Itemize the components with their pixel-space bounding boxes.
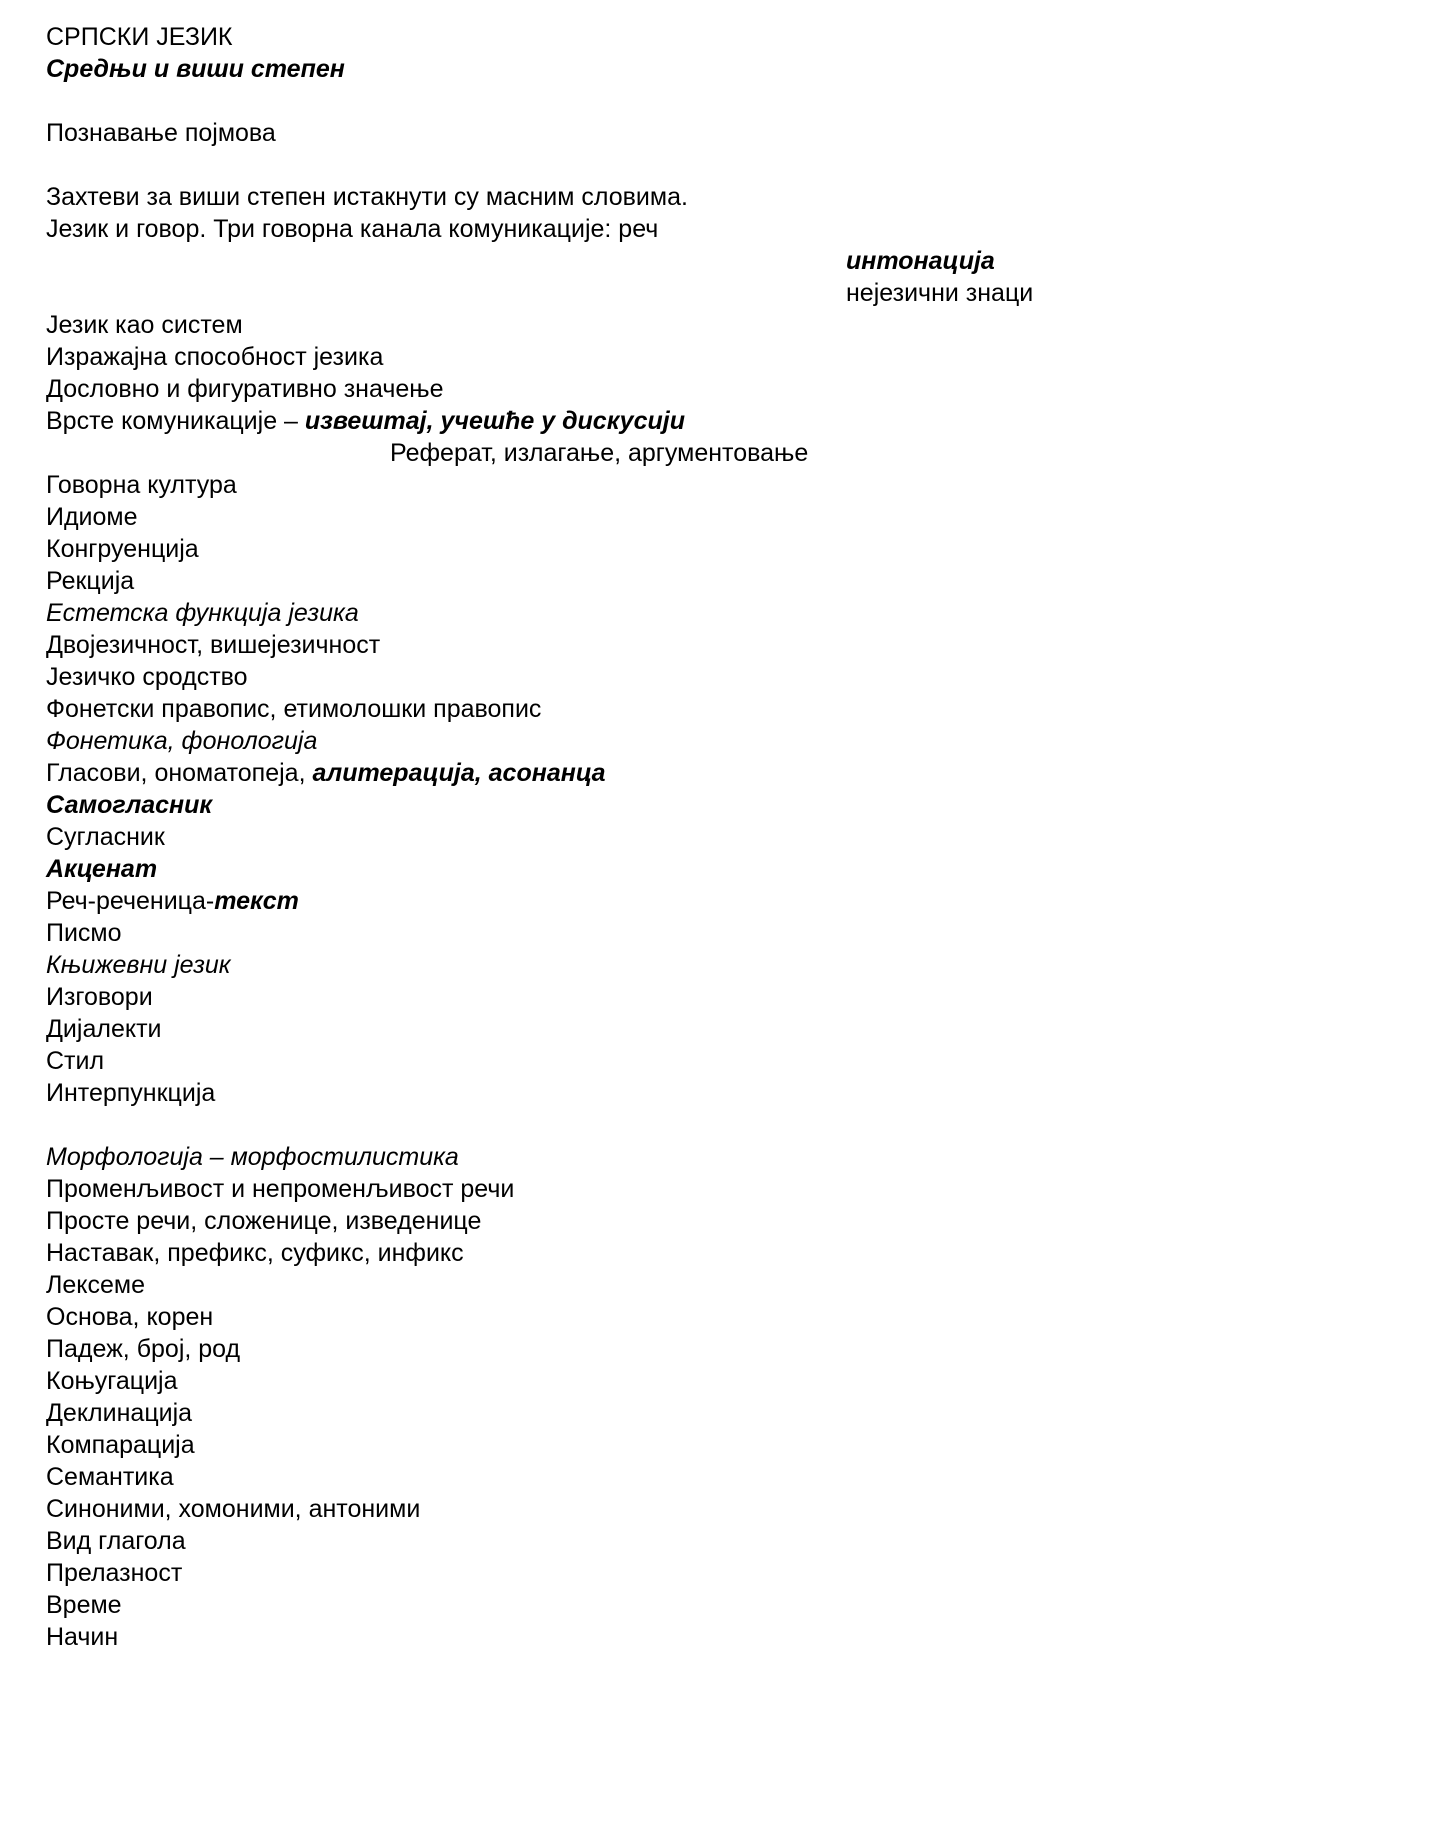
- text-line: [46, 885, 1386, 917]
- spacer: [46, 149, 1386, 181]
- list-item: Језик као систем: [46, 311, 243, 339]
- spacer: [46, 1109, 1386, 1141]
- list-item: Стил: [46, 1047, 105, 1075]
- list-item: Променљивост и непроменљивост речи: [46, 1175, 515, 1203]
- list-item: Вид глагола: [46, 1527, 186, 1555]
- list-item: Падеж, број, род: [46, 1335, 241, 1363]
- document-title: СРПСКИ ЈЕЗИК: [46, 23, 233, 51]
- list-item: Фонетски правопис, етимолошки правопис: [46, 695, 542, 723]
- literary-language-heading: Књижевни језик: [46, 951, 231, 979]
- vowel-item: Самогласник: [46, 791, 213, 819]
- list-item: Конгруенција: [46, 535, 199, 563]
- list-item: Деклинација: [46, 1399, 193, 1427]
- spacer: [46, 85, 1386, 117]
- list-item: Двојезичност, вишејезичност: [46, 631, 381, 659]
- list-item: Компарација: [46, 1431, 195, 1459]
- list-item: Лексеме: [46, 1271, 146, 1299]
- list-item: Идиоме: [46, 503, 138, 531]
- writing-item: Писмо: [46, 919, 122, 947]
- list-item: Семантика: [46, 1463, 174, 1491]
- list-item: Начин: [46, 1623, 119, 1651]
- text-line-bold: текст: [214, 887, 299, 915]
- accent-item: Акценат: [46, 855, 158, 883]
- list-item: Рекција: [46, 567, 135, 595]
- list-item: Прелазност: [46, 1559, 183, 1587]
- list-item: Језичко сродство: [46, 663, 248, 691]
- list-item: Коњугација: [46, 1367, 178, 1395]
- morphology-heading: Морфологија – морфостилистика: [46, 1143, 459, 1171]
- list-item: Време: [46, 1591, 122, 1619]
- section-heading: Познавање појмова: [46, 119, 276, 147]
- list-item: Дијалекти: [46, 1015, 162, 1043]
- list-item: Изговори: [46, 983, 153, 1011]
- comm-types-continuation: Реферат, излагање, аргументовање: [390, 439, 809, 467]
- list-item: Дословно и фигуративно значење: [46, 375, 444, 403]
- list-item: Наставак, префикс, суфикс, инфикс: [46, 1239, 464, 1267]
- speech-channels-lead: Језик и говор. Три говорна канала комуникације: реч: [46, 215, 659, 243]
- list-item: Синоними, хомоними, антоними: [46, 1495, 421, 1523]
- list-item: Интерпункција: [46, 1079, 216, 1107]
- list-item: Говорна култура: [46, 471, 237, 499]
- speech-channel-intonation: интонација: [846, 247, 995, 275]
- consonant-item: Сугласник: [46, 823, 165, 851]
- comm-types-bold: извештај, учешће у дискусији: [304, 407, 685, 435]
- comm-types-lead: Врсте комуникације –: [46, 407, 305, 435]
- text-line-lead: Реч-реченица-: [46, 887, 215, 915]
- document-subtitle: Средњи и виши степен: [46, 55, 345, 83]
- intro-note: Захтеви за виши степен истакнути су масним словима.: [46, 183, 688, 211]
- list-item: Основа, корен: [46, 1303, 214, 1331]
- comm-types-line: [46, 405, 1386, 437]
- sounds-lead: Гласови, ономатопеја,: [46, 759, 313, 787]
- sounds-line: [46, 757, 1386, 789]
- aesthetic-function-heading: Естетска функција језика: [46, 599, 359, 627]
- speech-channel-nonverbal: нејезични знаци: [846, 279, 1034, 307]
- list-item: Изражајна способност језика: [46, 343, 384, 371]
- phonetics-heading: Фонетика, фонологија: [46, 727, 318, 755]
- document-page: [46, 21, 1386, 1653]
- list-item: Просте речи, сложенице, изведенице: [46, 1207, 482, 1235]
- sounds-bold: алитерација, асонанца: [312, 759, 606, 787]
